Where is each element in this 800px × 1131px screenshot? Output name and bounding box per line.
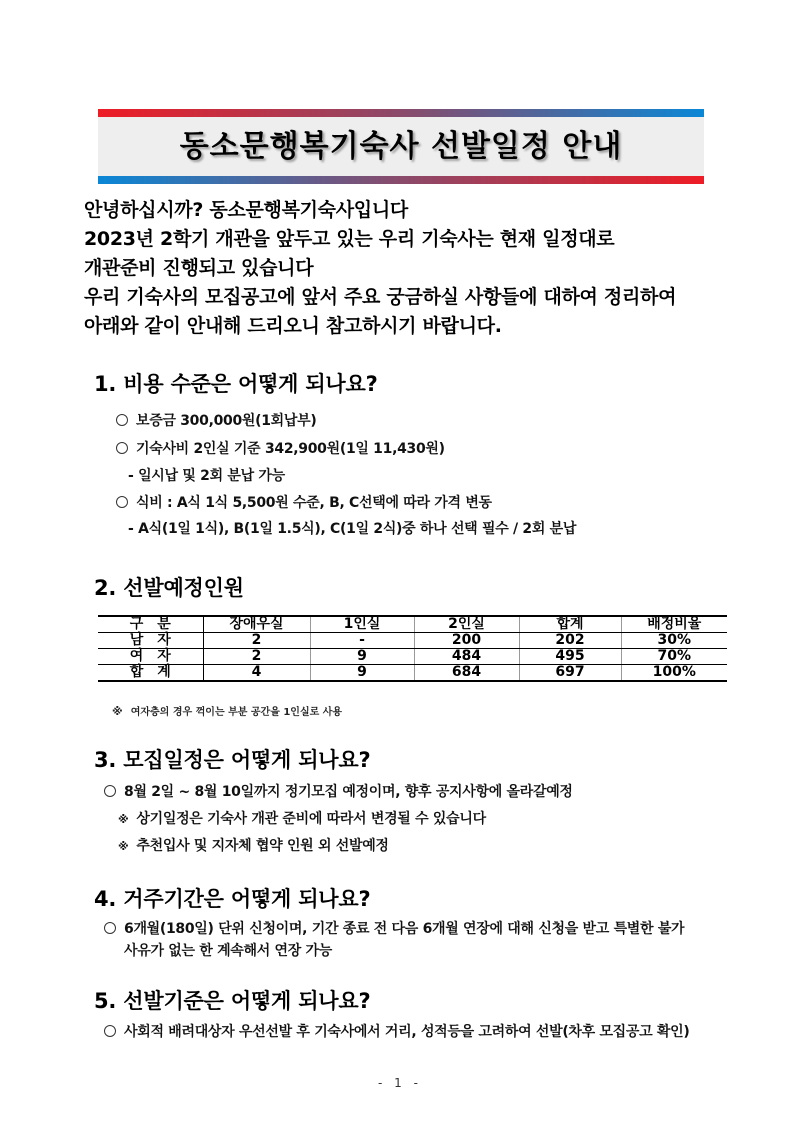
- table-cell: 2: [203, 649, 310, 665]
- section-heading-quota: 2. 선발예정인원: [94, 576, 244, 600]
- intro-line: 2023년 2학기 개관을 앞두고 있는 우리 기숙사는 현재 일정대로: [84, 228, 615, 250]
- page-number: - 1 -: [378, 1076, 422, 1090]
- list-item-continuation: 사유가 없는 한 계속해서 연장 가능: [124, 943, 333, 959]
- circle-bullet-icon: [116, 442, 128, 454]
- note-item: ※ 추천입사 및 지자체 협약 인원 외 선발예정: [118, 838, 389, 854]
- table-cell: 684: [414, 665, 519, 682]
- list-item: 사회적 배려대상자 우선선발 후 기숙사에서 거리, 성적등을 고려하여 선발(차후 모집공고 확인): [104, 1021, 689, 1041]
- column-header: 2인실: [414, 616, 519, 633]
- table-cell: 495: [519, 649, 621, 665]
- quota-table: [98, 615, 727, 682]
- table-cell: 202: [519, 633, 621, 649]
- section-heading-criteria: 5. 선발기준은 어떻게 되나요?: [94, 989, 371, 1013]
- table-row: [98, 665, 727, 682]
- list-item: 식비 : A식 1식 5,500원 수준, B, C선택에 따라 가격 변동: [116, 492, 492, 512]
- intro-line: 개관준비 진행되고 있습니다: [84, 257, 314, 279]
- circle-bullet-icon: [104, 785, 116, 797]
- table-cell: 9: [310, 665, 414, 682]
- table-cell: 100%: [621, 665, 727, 682]
- table-cell: 697: [519, 665, 621, 682]
- section-heading-cost: 1. 비용 수준은 어떻게 되나요?: [94, 372, 378, 396]
- table-cell: 합계: [129, 664, 185, 680]
- list-item: 8월 2일 ~ 8월 10일까지 정기모집 예정이며, 향후 공지사항에 올라갈예정: [104, 781, 573, 801]
- title-banner: [98, 109, 704, 184]
- table-row: [98, 649, 727, 665]
- table-cell: -: [310, 633, 414, 649]
- intro-line: 안녕하십시까? 동소문행복기숙사입니다: [84, 199, 408, 221]
- banner-gradient-bar-top: [98, 109, 704, 117]
- circle-bullet-icon: [116, 414, 128, 426]
- intro-line: 우리 기숙사의 모집공고에 앞서 주요 궁금하실 사항들에 대하여 정리하여: [84, 286, 677, 308]
- column-header: 1인실: [310, 616, 414, 633]
- circle-bullet-icon: [104, 922, 116, 934]
- table-row: [98, 633, 727, 649]
- table-cell: 남자: [98, 633, 203, 649]
- table-header-row: [98, 616, 727, 633]
- circle-bullet-icon: [104, 1025, 116, 1037]
- table-cell: 9: [310, 649, 414, 665]
- table-cell: 484: [414, 649, 519, 665]
- column-header: 배정비율: [621, 616, 727, 633]
- reference-mark-icon: ※: [112, 705, 123, 718]
- circle-bullet-icon: [116, 496, 128, 508]
- column-header: 합계: [519, 616, 621, 633]
- table-cell: 30%: [621, 633, 727, 649]
- banner-gradient-bar-bottom: [98, 176, 704, 184]
- note-item: ※ 상기일정은 기숙사 개관 준비에 따라서 변경될 수 있습니다: [118, 811, 486, 827]
- intro-paragraph: [84, 196, 724, 341]
- section-heading-residence-period: 4. 거주기간은 어떻게 되나요?: [94, 887, 371, 911]
- document-title: 동소문행복기숙사 선발일정 안내: [179, 129, 623, 164]
- reference-mark-icon: ※: [118, 840, 129, 853]
- list-item: 보증금 300,000원(1회납부): [116, 410, 316, 430]
- table-cell: 4: [203, 665, 310, 682]
- list-item: 기숙사비 2인실 기준 342,900원(1일 11,430원): [116, 438, 445, 458]
- table-cell: 여자: [98, 649, 203, 665]
- list-item: 6개월(180일) 단위 신청이며, 기간 종료 전 다음 6개월 연장에 대해 신청을 받고 특별한 불가: [104, 918, 684, 938]
- table-cell: 70%: [621, 649, 727, 665]
- table-cell: 2: [203, 633, 310, 649]
- column-header: 장애우실: [203, 616, 310, 633]
- reference-mark-icon: ※: [118, 813, 129, 826]
- list-subitem: - 일시납 및 2회 분납 가능: [128, 468, 285, 484]
- column-header: 구분: [98, 616, 203, 633]
- intro-line: 아래와 같이 안내해 드리오니 참고하시기 바랍니다.: [84, 315, 502, 337]
- table-cell: 200: [414, 633, 519, 649]
- section-heading-schedule: 3. 모집일정은 어떻게 되나요?: [94, 748, 371, 772]
- table-footnote: ※ 여자층의 경우 꺽이는 부분 공간을 1인실로 사용: [112, 705, 343, 718]
- list-subitem: - A식(1일 1식), B(1일 1.5식), C(1일 2식)중 하나 선택 필수 / 2회 분납: [128, 521, 577, 537]
